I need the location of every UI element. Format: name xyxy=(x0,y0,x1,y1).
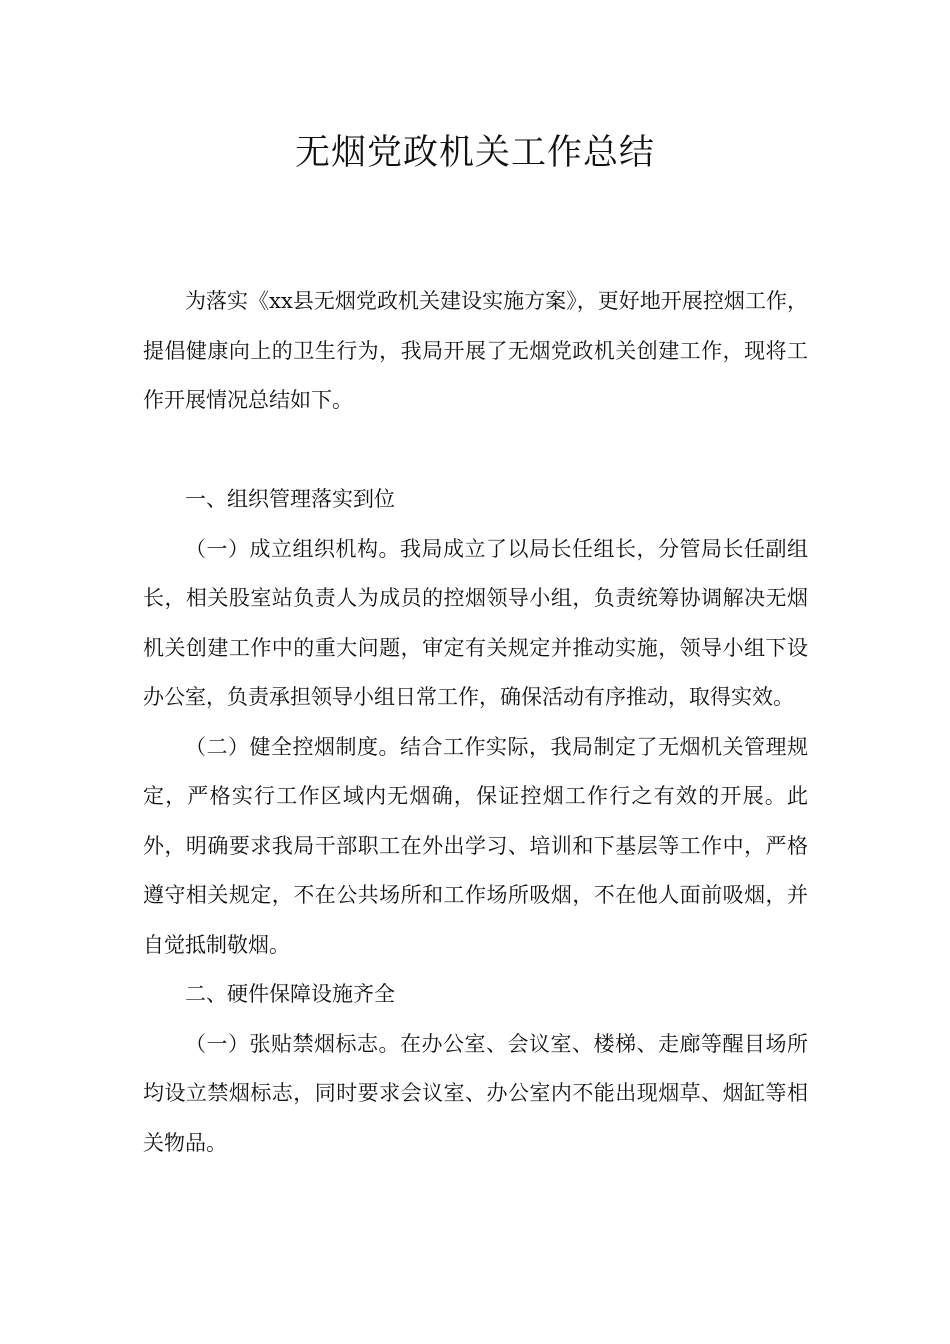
section-heading-1: 一、组织管理落实到位 xyxy=(185,487,395,511)
paragraph-signage: （一）张贴禁烟标志。在办公室、会议室、楼梯、走廊等醒目场所均设立禁烟标志，同时要求会议室、办公室内不能出现烟草、烟缸等相关物品。 xyxy=(143,1031,808,1155)
paragraph-organization: （一）成立组织机构。我局成立了以局长任组长，分管局长任副组长，相关股室站负责人为成员的控烟领导小组，负责统筹协调解决无烟机关创建工作中的重大问题，审定有关规定并推动实施，领导小组下设办公室，负责承担领导小组日常工作，确保活动有序推动，取得实效。 xyxy=(143,536,808,709)
section-heading-2: 二、硬件保障设施齐全 xyxy=(185,982,395,1006)
intro-block xyxy=(143,277,808,426)
document-title: 无烟党政机关工作总结 xyxy=(294,133,655,173)
intro-paragraph: 为落实《xx县无烟党政机关建设实施方案》，更好地开展控烟工作，提倡健康向上的卫生行为，我局开展了无烟党政机关创建工作，现将工作开展情况总结如下。 xyxy=(143,289,808,412)
sections-block xyxy=(143,475,808,1168)
paragraph-regulations: （二）健全控烟制度。结合工作实际，我局制定了无烟机关管理规定，严格实行工作区域内无烟确，保证控烟工作行之有效的开展。此外，明确要求我局干部职工在外出学习、培训和下基层等工作中，严格遵守相关规定，不在公共场所和工作场所吸烟，不在他人面前吸烟，并自觉抵制敬烟。 xyxy=(143,734,808,957)
